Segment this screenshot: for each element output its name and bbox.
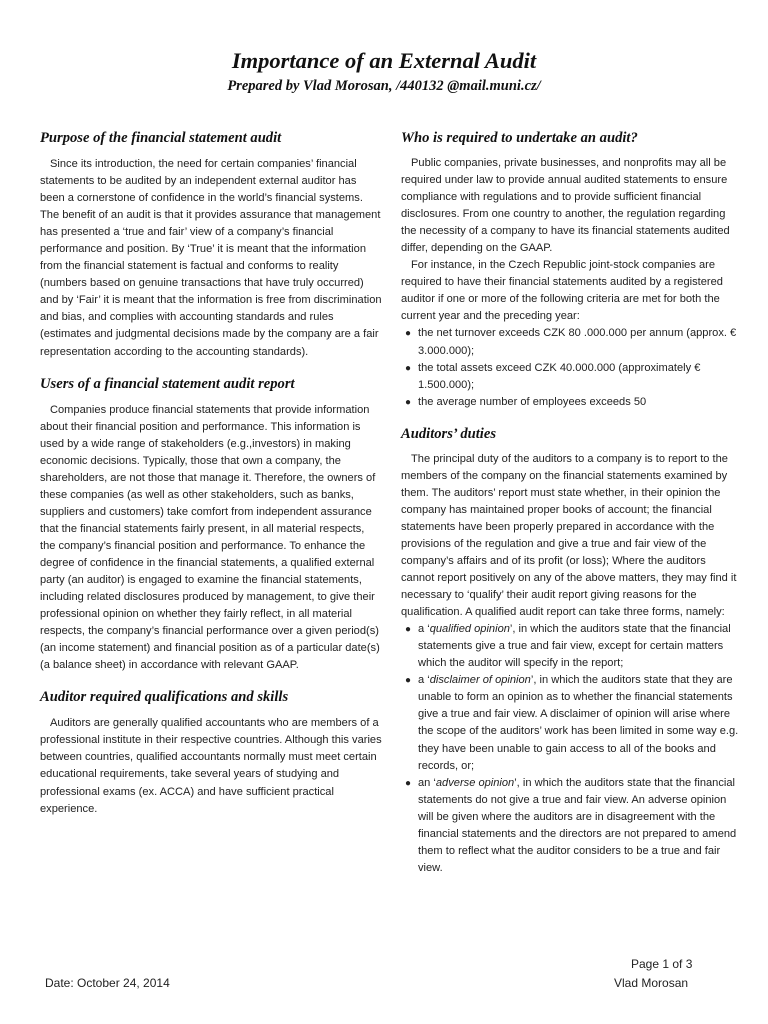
page-number: Page 1 of 3 bbox=[631, 957, 693, 971]
bullet-icon: ● bbox=[405, 328, 412, 340]
footer-date: Date: October 24, 2014 bbox=[45, 976, 170, 990]
opinion-term: disclaimer of opinion bbox=[429, 674, 531, 687]
section-paragraph: Companies produce financial statements that provide information about their financial position and performance. This information is used by a wide range of stakeholders (e.g.,investors) in making economic decisions. Typically, those that own a company, the shareholders, are not those that manage it. Therefore, the owners of these companies (as well as other stakeholders, such as banks, suppliers and customers) take comfort from independent assurance that the financial statements fairly present, in all material respects, the company’s financial position and performance. To enhance the degree of confidence in the financial statements, a qualified external party (an auditor) is engaged to examine the financial statements, including related disclosures produced by management, to give their professional opinion on whether they fairly reflect, in all material respects, the company’s financial performance over a given period(s) (an income statement) and financial position as of a particular date(s) (a balance sheet) in accordance with relevant GAAP. bbox=[40, 403, 380, 672]
list-item-text: the net turnover exceeds CZK 80 .000.000 per annum (approx. € 3.000.000); bbox=[418, 327, 737, 357]
bullet-icon: ● bbox=[405, 777, 412, 789]
list-item bbox=[401, 360, 740, 394]
list-item bbox=[401, 621, 740, 672]
section-heading: Who is required to undertake an audit? bbox=[401, 130, 638, 146]
list-item-text: the total assets exceed CZK 40.000.000 (approximately € 1.500.000); bbox=[418, 361, 701, 391]
criteria-list bbox=[401, 325, 740, 410]
footer-author: Vlad Morosan bbox=[614, 976, 689, 990]
list-item-text: ’, in which the auditors state that they are unable to form an opinion as to whether the financial statements give a true and fair view. A disclaimer of opinion will arise where the scope of the auditors’ work has been limited in some way e.g. they have been unable to gain access to all of the books and records, or; bbox=[418, 674, 739, 772]
list-item-text: the average number of employees exceeds 50 bbox=[418, 395, 647, 408]
section-paragraph: For instance, in the Czech Republic joint-stock companies are required to have their financial statements audited by a registered auditor if one or more of the following criteria are met for both the current year and the preceding year: bbox=[401, 259, 723, 323]
right-column bbox=[401, 128, 740, 890]
section-qualifications bbox=[40, 687, 382, 817]
bullet-icon: ● bbox=[405, 675, 412, 687]
bullet-icon: ● bbox=[405, 624, 412, 636]
section-heading: Purpose of the financial statement audit bbox=[40, 130, 282, 146]
section-paragraph: Since its introduction, the need for certain companies’ financial statements to be audited by an independent external auditor has been a cornerstone of confidence in the world’s financial systems. The benefit of an audit is that it provides assurance that management has presented a ‘true and fair’ view of a company’s financial performance and position. By ‘True’ it is meant that the information from the financial statement is factual and conforms to reality (numbers based on genuine transactions that have truly occurred) and by ‘Fair’ it is meant that the information is free from discrimination and bias, and complies with accounting standards and rules (estimates and judgmental decisions made by the company are a fair representation according to the accounting standards). bbox=[40, 158, 382, 358]
opinion-term: adverse opinion bbox=[435, 776, 515, 789]
list-item bbox=[401, 672, 740, 774]
list-item bbox=[401, 775, 740, 877]
section-users bbox=[40, 374, 382, 675]
section-heading: Users of a financial statement audit report bbox=[40, 375, 295, 392]
document-title: Importance of an External Audit bbox=[231, 48, 537, 73]
section-who bbox=[401, 128, 740, 411]
section-duties bbox=[401, 424, 740, 877]
section-paragraph: Auditors are generally qualified accountants who are members of a professional institute in their respective countries. Although this varies between countries, qualified accountants normally must meet certain educational requirements, take several years of studying and professional exams (ex. ACCA) and have sufficient practical experience. bbox=[40, 717, 382, 815]
list-item bbox=[401, 394, 740, 411]
list-item-prefix: a ‘ bbox=[418, 623, 430, 636]
list-item-prefix: a ‘ bbox=[418, 674, 430, 687]
section-heading: Auditors’ duties bbox=[401, 425, 497, 442]
bullet-icon: ● bbox=[405, 362, 412, 374]
list-item bbox=[401, 325, 740, 359]
left-column bbox=[40, 128, 382, 831]
section-paragraph: Public companies, private businesses, and nonprofits may all be required under law to provide annual audited statements to ensure compliance with regulations and to provide sufficient financial disclosures. From one country to another, the regulation regarding the necessity of a company to have its financial statements audited differ, depending on the GAAP. bbox=[401, 157, 730, 255]
opinion-list bbox=[401, 621, 740, 877]
list-item-text: ’, in which the auditors state that the financial statements do not give a true and fair view. An adverse opinion will be given where the auditors are in disagreement with the financial statements and the directors are not prepared to amend them to reflect what the auditor considers to be a true and fair view. bbox=[418, 776, 737, 874]
list-item-text: ’, in which the auditors state that the financial statements give a true and fair view, except for certain matters which the auditor will specify in the report; bbox=[418, 623, 731, 670]
list-item-prefix: an ‘ bbox=[418, 776, 436, 789]
bullet-icon: ● bbox=[405, 396, 412, 408]
opinion-term: qualified opinion bbox=[429, 623, 510, 636]
section-purpose bbox=[40, 128, 382, 361]
section-paragraph: The principal duty of the auditors to a company is to report to the members of the company on the financial statements examined by them. The auditors’ report must state whether, in their opinion the company has maintained proper books of account; the financial statements have been properly prepared in accordance with the provisions of the regulation and give a true and fair view of the company’s affairs and of its profit (or loss); Where the auditors cannot report positively on any of the above matters, they may find it necessary to ‘qualify’ their audit report giving reasons for the qualification. A qualified audit report can take three forms, namely: bbox=[401, 452, 737, 619]
section-heading: Auditor required qualifications and skills bbox=[40, 689, 289, 706]
document-subtitle: Prepared by Vlad Morosan, /440132 @mail.muni.cz/ bbox=[227, 78, 541, 94]
